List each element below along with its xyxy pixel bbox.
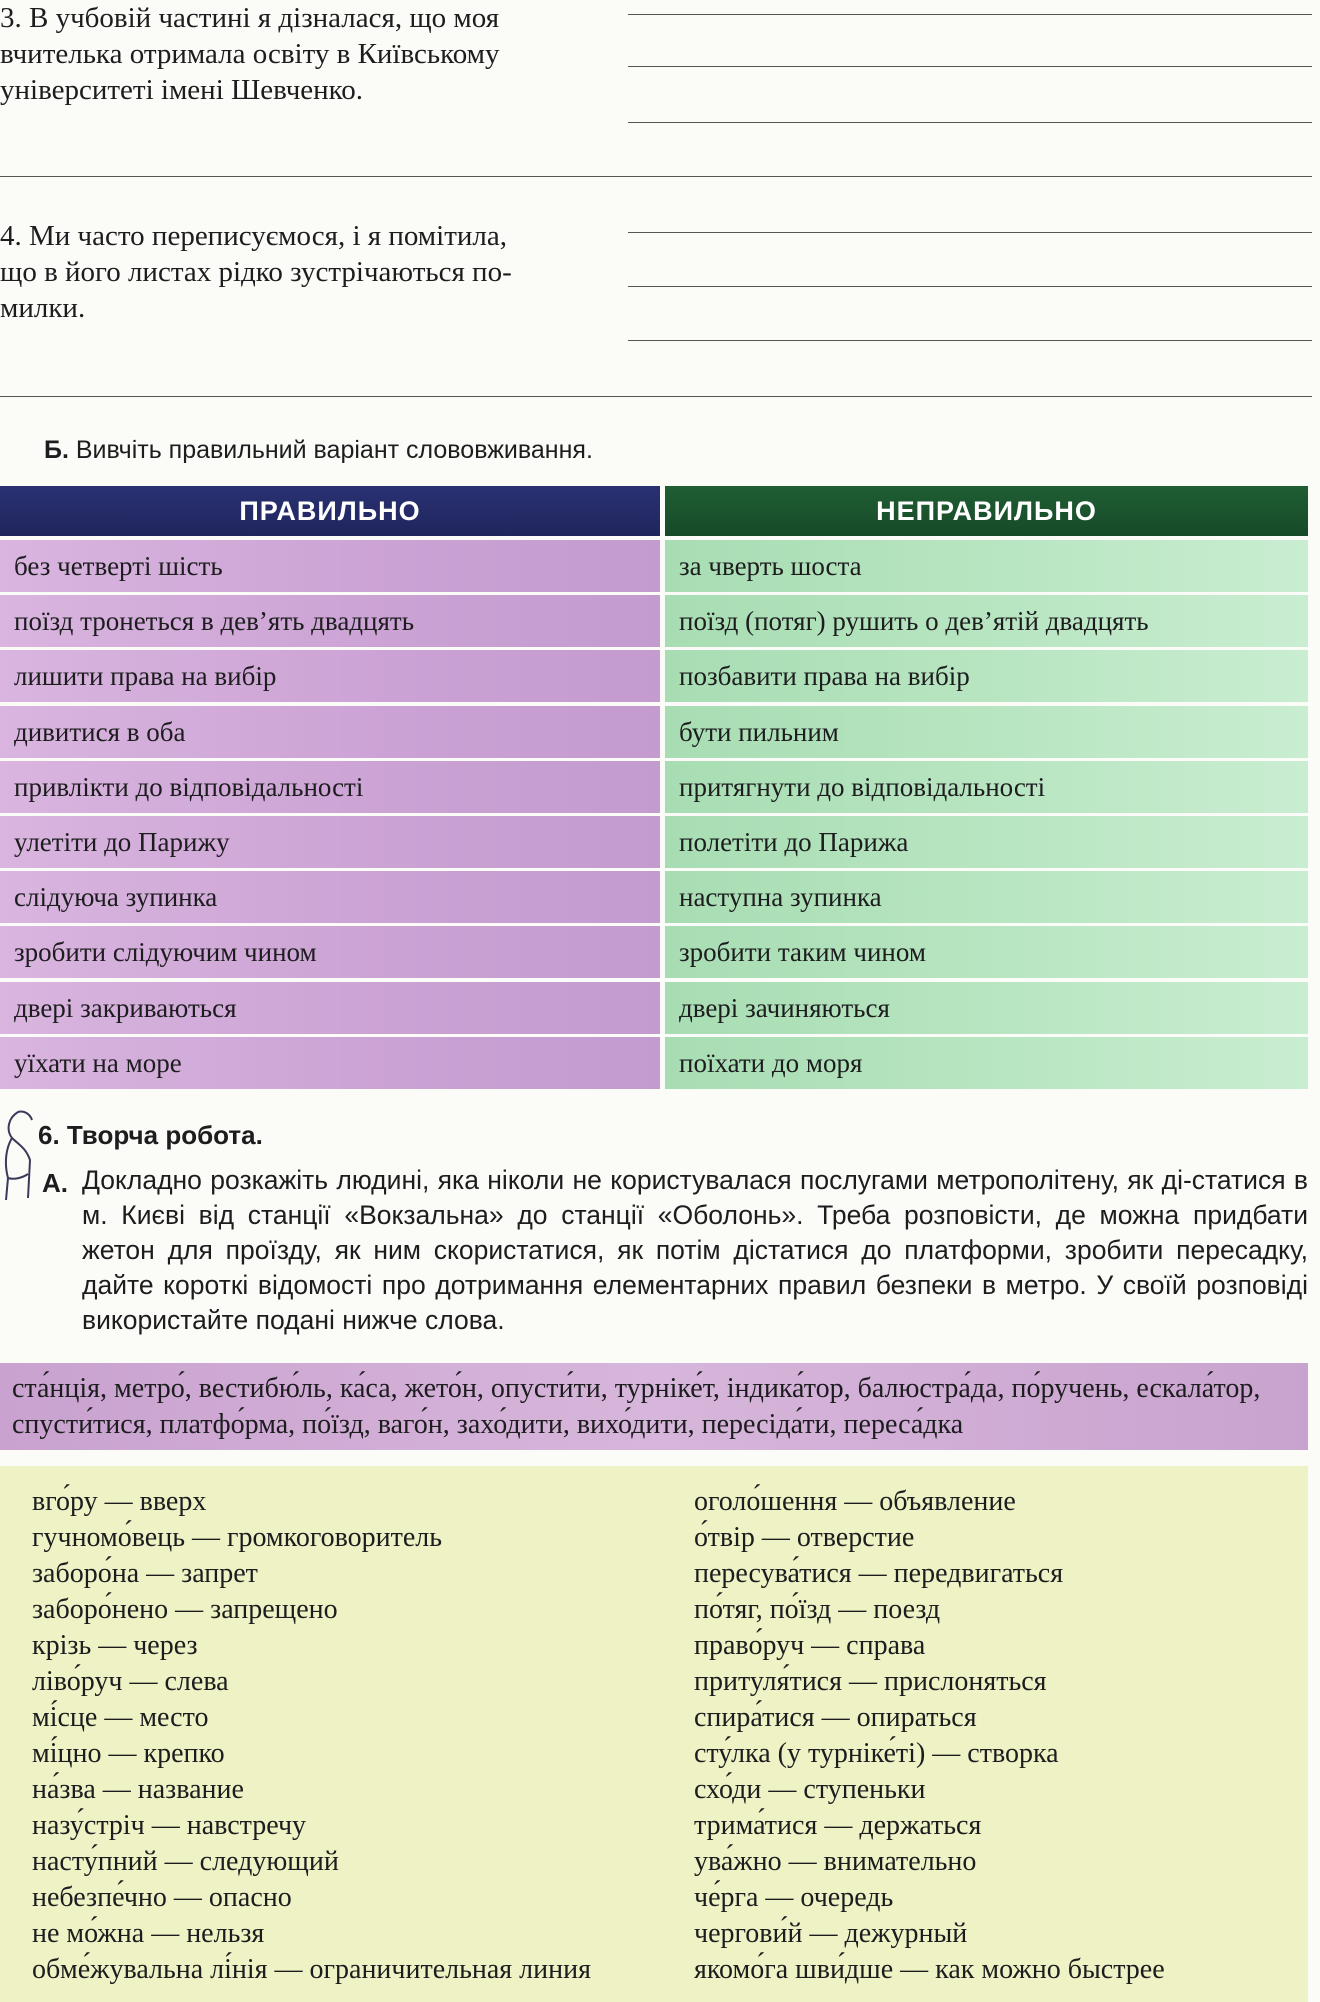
correct-usage-cell: поїзд тронеться в дев’ять двадцять <box>0 595 660 647</box>
glossary-entry: мі́сце — место <box>32 1702 209 1733</box>
glossary-entry: право́руч — справа <box>694 1630 926 1661</box>
incorrect-usage-cell: позбавити права на вибір <box>665 650 1308 702</box>
glossary-entry: о́твір — отверстие <box>694 1522 915 1553</box>
glossary-entry: заборо́на — запрет <box>32 1558 258 1589</box>
vocabulary-band <box>0 1363 1308 1450</box>
correct-usage-cell: без четверті шість <box>0 540 660 592</box>
exercise-item-3: 3. В учбовій частині я дізналася, що моя вчителька отримала освіту в Київському університеті імені Шевченко. <box>0 2 500 106</box>
correct-usage-cell: слідуюча зупинка <box>0 871 660 923</box>
glossary-entry: обме́жувальна лі́нія — ограничительная линия <box>32 1954 591 1985</box>
incorrect-usage-cell: полетіти до Парижа <box>665 816 1308 868</box>
correct-usage-cell: зробити слідуючим чином <box>0 926 660 978</box>
answer-line[interactable] <box>628 66 1312 67</box>
glossary-entry: насту́пний — следующий <box>32 1846 339 1877</box>
glossary-entry: вго́ру — вверх <box>32 1486 207 1517</box>
horse-icon <box>0 1108 36 1203</box>
glossary-entry: заборо́нено — запрещено <box>32 1594 338 1625</box>
glossary-entry: на́зва — название <box>32 1774 244 1805</box>
answer-line[interactable] <box>628 122 1312 123</box>
glossary-left-column <box>32 1484 591 1988</box>
glossary-entry: по́тяг, по́їзд — поезд <box>694 1594 941 1625</box>
glossary-entry: спира́тися — опираться <box>694 1702 977 1733</box>
answer-line[interactable] <box>0 396 1312 397</box>
incorrect-usage-cell: зробити таким чином <box>665 926 1308 978</box>
incorrect-usage-cell: наступна зупинка <box>665 871 1308 923</box>
incorrect-usage-cell: бути пильним <box>665 706 1308 758</box>
glossary <box>0 1466 1308 2002</box>
answer-line[interactable] <box>628 14 1312 15</box>
incorrect-usage-cell: двері зачиняються <box>665 982 1308 1034</box>
glossary-entry: крізь — через <box>32 1630 198 1661</box>
glossary-entry: трима́тися — держаться <box>694 1810 982 1841</box>
glossary-entry: схо́ди — ступеньки <box>694 1774 926 1805</box>
header-incorrect: НЕПРАВИЛЬНО <box>665 486 1308 536</box>
glossary-entry: не мо́жна — нельзя <box>32 1918 265 1949</box>
section-b-letter: Б. <box>44 436 69 464</box>
section-6-title: 6. Творча робота. <box>38 1120 263 1150</box>
answer-line[interactable] <box>628 340 1312 341</box>
incorrect-usage-cell: поїзд (потяг) рушить о дев’ятій двадцять <box>665 595 1308 647</box>
vocabulary-words: ста́нція, метро́, вестибю́ль, ка́са, жето́н, опусти́ти, турніке́т, індика́тор, балюстра́да, по́ручень, ескала́тор, спусти́тися, платфо́рма, по́їзд, ваго́н, захо́дити, вихо́дити, пересіда́ти, переса́дка <box>12 1373 1261 1440</box>
header-correct: ПРАВИЛЬНО <box>0 486 660 536</box>
correct-usage-cell: двері закриваються <box>0 982 660 1034</box>
correct-usage-cell: улетіти до Парижу <box>0 816 660 868</box>
glossary-entry: назу́стріч — навстречу <box>32 1810 307 1841</box>
glossary-entry: ува́жно — внимательно <box>694 1846 977 1877</box>
answer-line[interactable] <box>628 286 1312 287</box>
answer-line[interactable] <box>628 232 1312 233</box>
glossary-entry: небезпе́чно — опасно <box>32 1882 292 1913</box>
correct-usage-cell: привлікти до відповідальності <box>0 761 660 813</box>
glossary-entry: сту́лка (у турніке́ті) — створка <box>694 1738 1059 1769</box>
glossary-entry: чергови́й — дежурный <box>694 1918 968 1949</box>
glossary-right-column <box>694 1484 1165 1988</box>
section-b-heading <box>44 436 593 465</box>
glossary-entry: че́рга — очередь <box>694 1882 894 1913</box>
glossary-entry: ліво́руч — слева <box>32 1666 229 1697</box>
task-a-label: А. <box>42 1168 68 1198</box>
task-a-text: Докладно розкажіть людині, яка ніколи не користувалася послугами метрополітену, як ді-статися в м. Києві від станції «Вокзальна» до станції «Оболонь». Треба розповісти, де можна придбати жетон для проїзду, як ним скористатися, як потім дістатися до платформи, зробити пересадку, дайте короткі відомості про дотримання елементарних правил безпеки в метро. У своїй розповіді використайте подані нижче слова. <box>82 1165 1308 1335</box>
glossary-entry: якомо́га шви́дше — как можно быстрее <box>694 1954 1165 1985</box>
glossary-entry: гучномо́вець — громкоговоритель <box>32 1522 443 1553</box>
incorrect-usage-cell: притягнути до відповідальності <box>665 761 1308 813</box>
glossary-entry: пересува́тися — передвигаться <box>694 1558 1064 1589</box>
glossary-entry: притуля́тися — прислоняться <box>694 1666 1047 1697</box>
glossary-entry: оголо́шення — объявление <box>694 1486 1016 1517</box>
glossary-entry: мі́цно — крепко <box>32 1738 225 1769</box>
incorrect-usage-cell: за чверть шоста <box>665 540 1308 592</box>
answer-line[interactable] <box>0 176 1312 177</box>
section-b-text: Вивчіть правильний варіант слововживання. <box>75 436 593 464</box>
correct-usage-cell: дивитися в оба <box>0 706 660 758</box>
correct-usage-cell: уїхати на море <box>0 1037 660 1089</box>
exercise-item-4: 4. Ми часто переписуємося, і я помітила, що в його листах рідко зустрічаються по- милки. <box>0 220 512 324</box>
incorrect-usage-cell: поїхати до моря <box>665 1037 1308 1089</box>
correct-usage-cell: лишити права на вибір <box>0 650 660 702</box>
